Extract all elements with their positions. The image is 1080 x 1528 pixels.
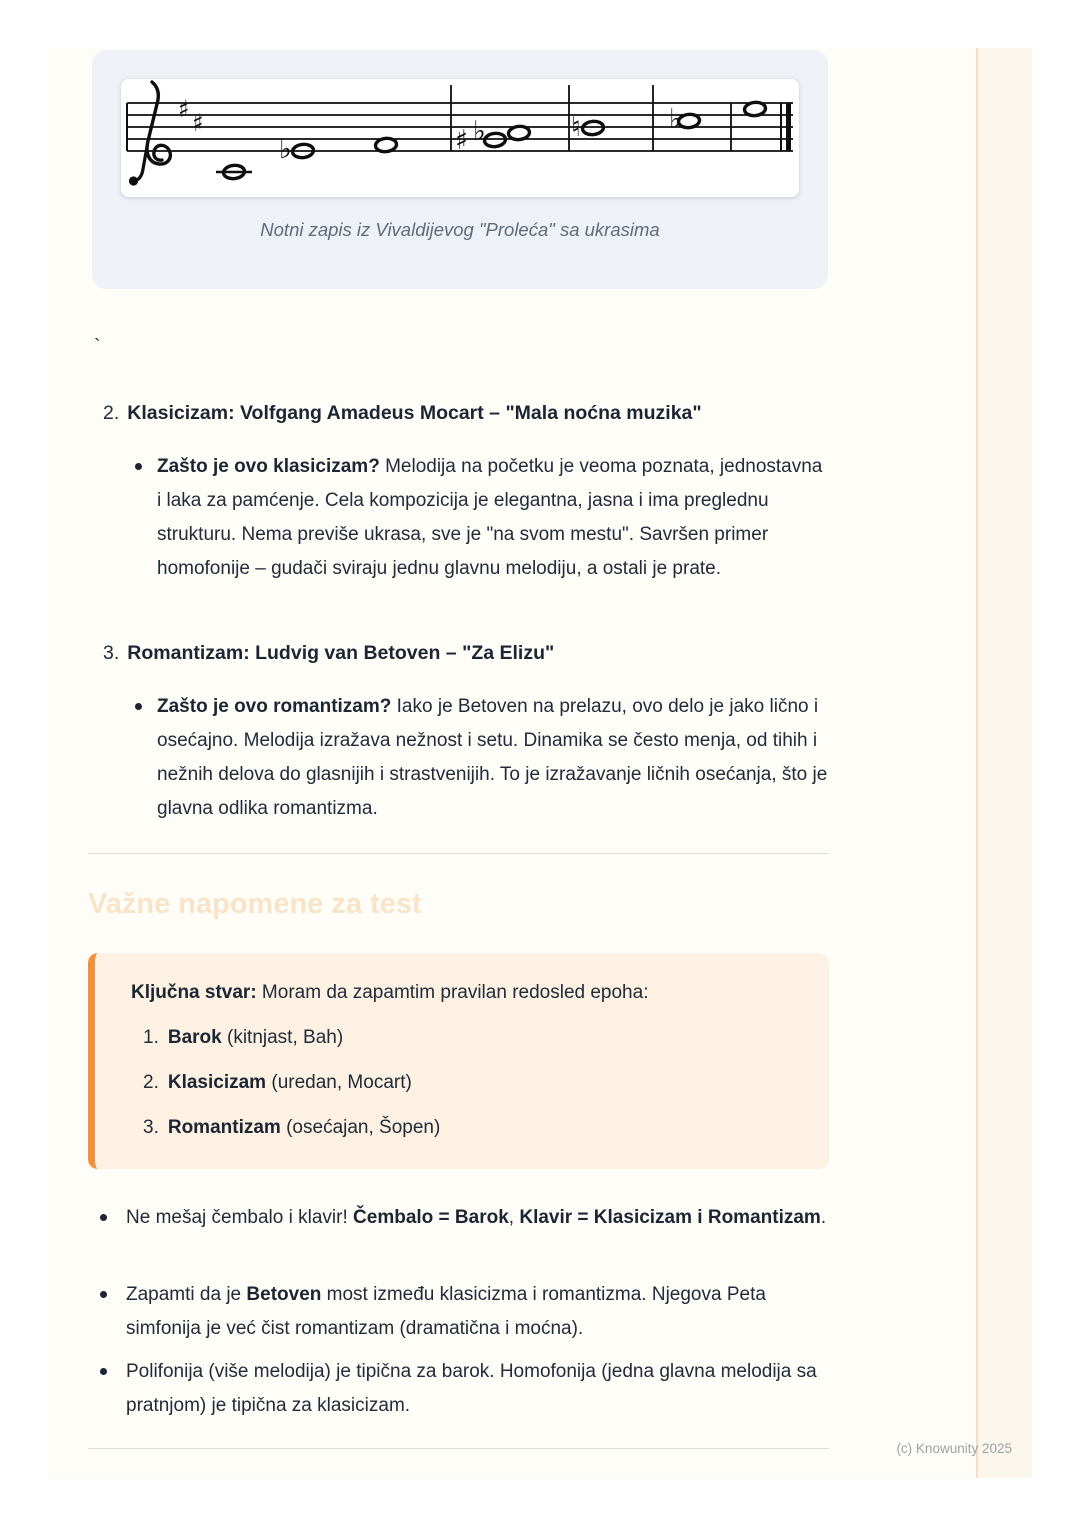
tip-cembalo-klavir: Ne mešaj čembalo i klavir! Čembalo = Barok, Klavir = Klasicizam i Romantizam. [126, 1201, 830, 1235]
notes-page [48, 48, 1032, 1478]
section-number: 3. [103, 642, 120, 664]
callout-lead: Ključna stvar: Moram da zapamtim pravilan redosled epoha: [131, 982, 649, 1003]
section-heading-klasicizam [103, 396, 702, 430]
page-margin-strip [978, 48, 1032, 1478]
callout-item-number: 1. [143, 1027, 159, 1048]
svg-text:♭: ♭ [279, 134, 292, 165]
callout-item-text: Klasicizam (uredan, Mocart) [167, 1072, 412, 1093]
section-bullet-klasicizam: Zašto je ovo klasicizam? Melodija na početku je veoma poznata, jednostavna i laka za pamćenje. Cela kompozicija je elegantna, jasna i ima preglednu strukturu. Nema previše ukrasa, sve je "na svom mestu". Savršen primer homofonije – gudači sviraju jednu glavnu melodiju, a ostali je prate. [157, 450, 830, 586]
footer-divider [88, 1448, 829, 1449]
figure-caption: Notni zapis iz Vivaldijevog "Proleća" sa ukrasima [260, 219, 660, 240]
callout-item-barok [143, 1021, 799, 1055]
section-title: Romantizam: Ludvig van Betoven – "Za Elizu" [127, 642, 555, 664]
svg-text:♮: ♮ [571, 112, 581, 143]
section-divider [88, 853, 829, 854]
callout-item-klasicizam [143, 1066, 799, 1100]
callout-item-text: Barok (kitnjast, Bah) [167, 1027, 344, 1048]
section-number: 2. [103, 402, 120, 424]
callout-item-text: Romantizam (osećajan, Šopen) [167, 1117, 441, 1138]
section-bullet-romantizam: Zašto je ovo romantizam? Iako je Betoven na prelazu, ovo delo je jako lično i osećajno. Melodija izražava nežnost i setu. Dinamika se često menja, od tihih i nežnih delova do glasnijih i strastvenijih. To je izražavanje ličnih osećanja, što je glavna odlika romantizma. [157, 690, 830, 826]
copyright-footer: (c) Knowunity 2025 [896, 1441, 1012, 1456]
callout-item-romantizam [143, 1111, 799, 1145]
tip-betoven-most: Zapamti da je Betoven most između klasicizma i romantizma. Njegova Peta simfonija je već čist romantizam (dramatična i moćna). [126, 1278, 830, 1346]
sheet-music-panel [121, 79, 799, 197]
callout-item-number: 2. [143, 1072, 159, 1093]
callout-item-number: 3. [143, 1117, 159, 1138]
svg-text:♭: ♭ [473, 116, 486, 147]
svg-text:♯: ♯ [455, 125, 469, 156]
key-point-callout [88, 953, 829, 1169]
tip-polifonija-homofonija: Polifonija (više melodija) je tipična za barok. Homofonija (jedna glavna melodija sa pratnjom) je tipična za klasicizam. [126, 1355, 830, 1423]
svg-text:♭: ♭ [669, 104, 682, 135]
sheet-music-notation-icon [121, 79, 799, 197]
score-figure-card [92, 50, 828, 289]
notes-heading: Važne napomene za test [88, 888, 422, 920]
section-heading-romantizam [103, 636, 554, 670]
stray-backtick: ` [94, 336, 101, 358]
section-title: Klasicizam: Volfgang Amadeus Mocart – "Mala noćna muzika" [127, 402, 702, 424]
svg-text:♯: ♯ [178, 95, 190, 123]
svg-text:♯: ♯ [192, 109, 204, 137]
